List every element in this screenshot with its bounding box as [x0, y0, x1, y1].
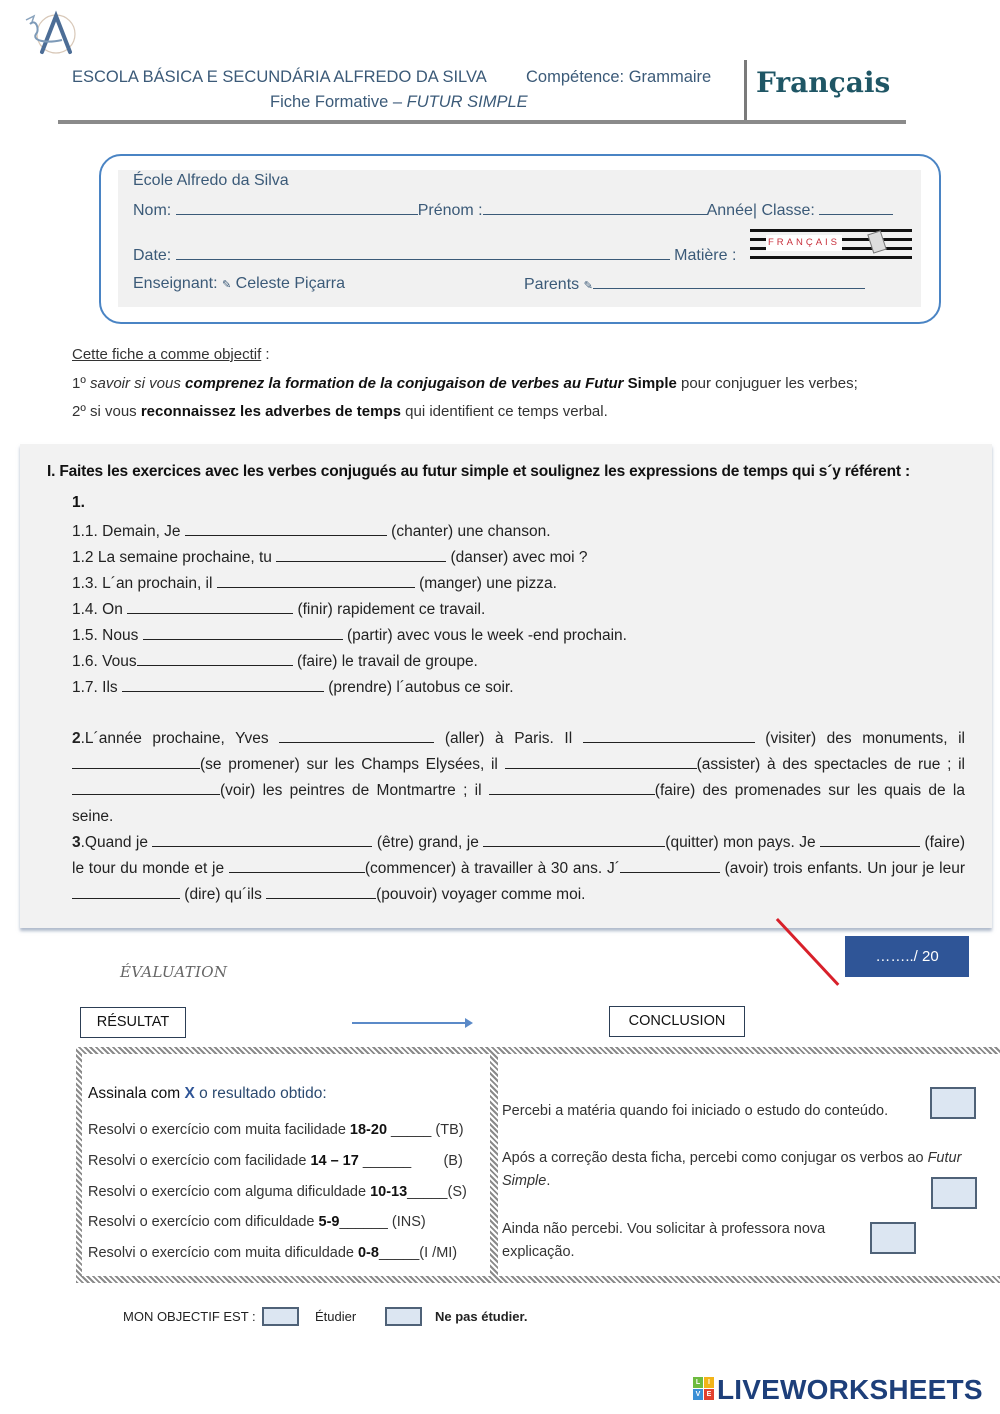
result-text: Resolvi o exercício com muita facilidade [88, 1122, 350, 1138]
objective-1-rest: pour conjuguer les verbes; [676, 375, 858, 392]
objective-2-rest: qui identifient ce temps verbal. [400, 403, 608, 420]
answer-blank[interactable] [620, 859, 720, 873]
part-3-text: (être) grand, je [372, 834, 484, 851]
answer-blank[interactable] [217, 574, 415, 588]
conclusion-3-text: Ainda não percebi. Vou solicitar à professora nova explicação. [502, 1221, 826, 1260]
competence-label: Compétence: Grammaire [526, 68, 712, 86]
part-2-number: 2 [72, 730, 81, 747]
exercise-item [72, 600, 485, 619]
answer-blank[interactable] [127, 600, 293, 614]
evaluation-title: ÉVALUATION [120, 963, 228, 981]
logo-square-i: I [704, 1377, 714, 1388]
result-grade: (INS) [387, 1214, 426, 1230]
exercise-item [72, 678, 514, 697]
objective-2-prefix: 2º si vous [72, 403, 141, 420]
logo-square-v: V [693, 1389, 703, 1400]
conclusion-2-checkbox[interactable] [931, 1177, 977, 1209]
item-text: 1.7. Ils [72, 679, 122, 696]
item-text: (partir) avec vous le week -end prochain. [342, 627, 627, 644]
arrow-right-icon [352, 1022, 466, 1024]
result-range: 0-8 [357, 1245, 379, 1261]
item-text: (finir) rapidement ce travail. [293, 601, 486, 618]
answer-blank[interactable] [185, 522, 387, 536]
objective-2-bold: reconnaissez les adverbes de temps [140, 403, 401, 420]
score-box[interactable]: ……../ 20 [845, 936, 969, 977]
objective-1-prefix: 1º [72, 375, 90, 392]
exercise-part-3 [72, 830, 965, 908]
parents-label: Parents [524, 276, 580, 293]
logo-square-l: L [693, 1377, 703, 1388]
item-text: (chanter) une chanson. [386, 523, 551, 540]
objectives-heading-suffix: : [261, 346, 270, 363]
part-2-text: (voir) les peintres de Montmartre ; il [220, 782, 489, 799]
logo-square-e: E [704, 1389, 714, 1400]
matiere-badge-label: FRANÇAIS [766, 235, 842, 251]
part-2-text: (visiter) des monuments, il [754, 730, 965, 747]
item-text: 1.3. L´an prochain, il [72, 575, 217, 592]
answer-blank[interactable] [137, 652, 293, 666]
answer-blank[interactable] [143, 626, 343, 640]
result-blank[interactable]: _____ [378, 1245, 420, 1261]
conclusion-2-end: . [546, 1173, 551, 1189]
subject-title: Français [756, 66, 891, 99]
exercise-item [72, 626, 627, 645]
nom-label: Nom: [133, 202, 172, 219]
school-name: ESCOLA BÁSICA E SECUNDÁRIA ALFREDO DA SILVA [72, 68, 487, 86]
conclusion-2-italic: Futur Simple [502, 1150, 962, 1189]
goal-study-checkbox[interactable] [262, 1307, 299, 1326]
date-row [133, 246, 736, 265]
answer-blank[interactable] [266, 885, 376, 899]
objective-2 [72, 403, 608, 420]
result-grade: (S) [447, 1184, 467, 1200]
result-text: Resolvi o exercício com alguma dificuldade [88, 1184, 371, 1200]
result-row[interactable] [88, 1245, 457, 1261]
result-row[interactable] [88, 1122, 464, 1138]
part-2-text: (assister) à des spectacles de rue ; il [696, 756, 965, 773]
date-field[interactable] [176, 246, 670, 260]
header-horizontal-divider [58, 120, 906, 124]
result-row[interactable] [88, 1214, 426, 1230]
result-text: Resolvi o exercício com muita dificuldade [88, 1245, 358, 1261]
card-school-name: École Alfredo da Silva [133, 172, 289, 189]
answer-blank[interactable] [72, 885, 180, 899]
objective-1-bold: comprenez la formation de la conjugaison de verbes au Futur [185, 375, 628, 392]
conclusion-2-main: Após a correção desta ficha, percebi como conjugar os verbos ao [502, 1150, 928, 1166]
red-pointer-line [776, 918, 840, 986]
answer-blank[interactable] [122, 678, 324, 692]
answer-blank[interactable] [820, 833, 920, 847]
answer-blank[interactable] [152, 833, 372, 847]
result-row[interactable] [88, 1184, 467, 1200]
part-2-text: .L´année prochaine, Yves [80, 730, 280, 747]
answer-blank[interactable] [72, 781, 220, 795]
fiche-prefix: Fiche Formative – [270, 93, 407, 111]
result-text: Resolvi o exercício com dificuldade [88, 1214, 319, 1230]
conclusion-3-checkbox[interactable] [870, 1222, 916, 1254]
item-text: (faire) le travail de groupe. [292, 653, 478, 670]
fiche-topic: FUTUR SIMPLE [406, 93, 528, 111]
result-blank[interactable]: _____ [387, 1122, 432, 1138]
part-2-text: (faire) des promenades sur les quais de la seine. [72, 782, 965, 825]
result-blank[interactable]: ______ [358, 1153, 412, 1169]
conclusion-label: CONCLUSION [609, 1006, 745, 1037]
prenom-label: Prénom : [417, 202, 483, 219]
result-grade: (I /MI) [419, 1245, 458, 1261]
conclusion-1-checkbox[interactable] [930, 1087, 976, 1119]
exercise-item [72, 522, 551, 541]
part-3-text: .Quand je [80, 834, 153, 851]
exercise-title: I. Faites les exercices avec les verbes conjugués au futur simple et soulignez les expressions de temps qui s´y référent : [47, 463, 910, 480]
item-text: 1.6. Vous [72, 653, 137, 670]
result-grade: (B) [411, 1153, 463, 1169]
result-grade: (TB) [431, 1122, 464, 1138]
answer-blank[interactable] [489, 781, 655, 795]
results-heading-pre: Assinala com [88, 1085, 185, 1102]
resultat-label: RÉSULTAT [80, 1007, 186, 1038]
item-text: 1.2 La semaine prochaine, tu [72, 549, 277, 566]
part-3-text: (avoir) trois enfants. Un jour je leur [719, 860, 965, 877]
item-text: (danser) avec moi ? [446, 549, 588, 566]
item-text: 1.5. Nous [72, 627, 143, 644]
enseignant-label: Enseignant: [133, 275, 218, 292]
date-label: Date: [133, 247, 172, 264]
nom-field[interactable] [176, 201, 418, 215]
exercise-item [72, 574, 557, 593]
exercise-item [72, 652, 478, 671]
parents-signature-field[interactable] [593, 275, 865, 289]
result-row[interactable] [88, 1153, 463, 1169]
enseignant-name: Celeste Piçarra [235, 275, 346, 292]
part-3-text: (pouvoir) voyager comme moi. [376, 886, 586, 903]
part-3-number: 3 [72, 834, 81, 851]
item-text: 1.4. On [72, 601, 128, 618]
exercise-item [72, 548, 588, 567]
objectives-heading-text: Cette fiche a comme objectif [72, 346, 262, 363]
part-3-text: (commencer) à travailler à 30 ans. J´ [364, 860, 620, 877]
answer-blank[interactable] [583, 729, 755, 743]
part-2-text: (se promener) sur les Champs Elysées, il [200, 756, 505, 773]
conclusion-1-text: Percebi a matéria quando foi iniciado o estudo do conteúdo. [502, 1103, 889, 1119]
answer-blank[interactable] [276, 548, 446, 562]
conclusion-2-text [502, 1147, 987, 1193]
header-vertical-divider [744, 60, 747, 124]
answer-blank[interactable] [505, 755, 697, 769]
matiere-badge [750, 229, 912, 259]
enseignant-row [133, 275, 345, 293]
matiere-label: Matière : [674, 247, 737, 264]
liveworksheets-text: LIVEWORKSHEETS [717, 1374, 983, 1405]
result-range: 5-9 [318, 1214, 340, 1230]
live-squares-icon [693, 1377, 715, 1401]
part-1-number: 1. [72, 494, 85, 511]
result-range: 18-20 [349, 1122, 388, 1138]
parents-row [524, 275, 865, 294]
result-range: 14 – 17 [310, 1153, 359, 1169]
answer-blank[interactable] [483, 833, 665, 847]
prenom-field[interactable] [483, 201, 707, 215]
objectives-heading [72, 346, 270, 363]
notebook-icon [867, 230, 886, 253]
item-text: (prendre) l´autobus ce soir. [323, 679, 514, 696]
objective-1-bold2: Simple [627, 375, 677, 392]
results-heading-post: o resultado obtido: [194, 1085, 327, 1102]
part-3-text: (faire) le tour du monde et je [72, 834, 965, 877]
pen-icon: ✎ [221, 279, 232, 291]
answer-blank[interactable] [279, 729, 434, 743]
goal-no-study-label: Ne pas étudier. [435, 1309, 528, 1324]
results-heading-x: X [184, 1085, 195, 1102]
part-3-text: (dire) qu´ils [180, 886, 267, 903]
goal-study-label: Étudier [315, 1309, 357, 1324]
result-blank[interactable]: ______ [339, 1214, 388, 1230]
pen-icon: ✎ [583, 280, 593, 292]
result-text: Resolvi o exercício com facilidade [88, 1153, 311, 1169]
answer-blank[interactable] [229, 859, 365, 873]
objective-1-italic: savoir si vous [90, 375, 186, 392]
goal-no-study-checkbox[interactable] [385, 1307, 422, 1326]
exercise-part-2 [72, 726, 965, 830]
item-text: 1.1. Demain, Je [72, 523, 185, 540]
objective-1 [72, 375, 858, 392]
result-blank[interactable]: _____ [407, 1184, 448, 1200]
annee-classe-label: Année| Classe: [706, 202, 815, 219]
part-3-text: (quitter) mon pays. Je [665, 834, 821, 851]
classe-field[interactable] [819, 201, 893, 215]
goal-label: MON OBJECTIF EST : [123, 1309, 256, 1324]
result-range: 10-13 [370, 1184, 408, 1200]
answer-blank[interactable] [72, 755, 200, 769]
fiche-title [270, 93, 528, 112]
results-heading [88, 1085, 327, 1103]
school-logo [22, 10, 82, 58]
item-text: (manger) une pizza. [414, 575, 557, 592]
part-2-text: (aller) à Paris. Il [434, 730, 583, 747]
nom-row [133, 201, 893, 220]
